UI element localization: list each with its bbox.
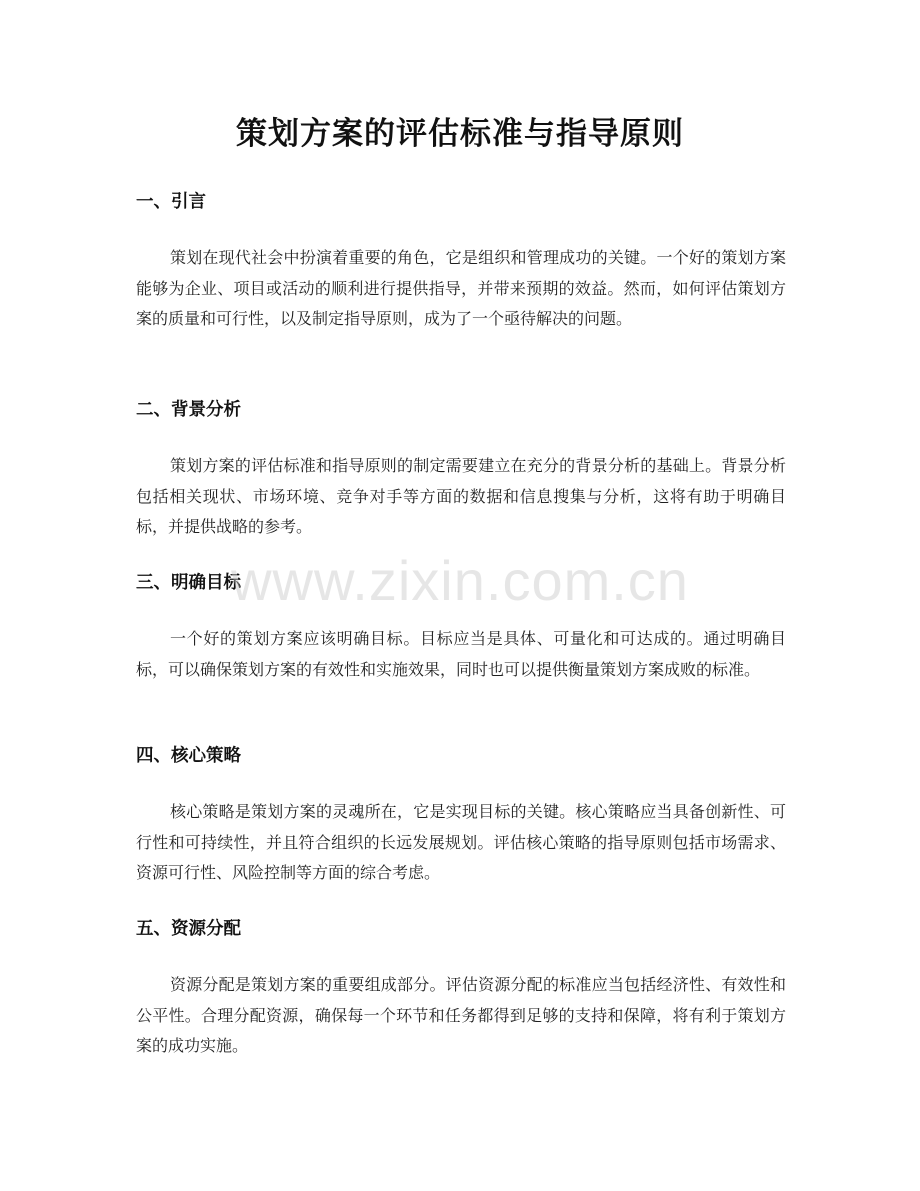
section-heading: 四、核心策略: [136, 746, 241, 766]
section-heading: 五、资源分配: [136, 919, 241, 939]
section-core-strategy: [136, 743, 786, 889]
section-heading: 二、背景分析: [136, 400, 241, 420]
section-heading: 一、引言: [136, 192, 206, 212]
section-paragraph: 资源分配是策划方案的重要组成部分。评估资源分配的标准应当包括经济性、有效性和公平性。合理分配资源，确保每一个环节和任务都得到足够的支持和保障，将有利于策划方案的成功实施。: [136, 975, 786, 1055]
watermark: www.zixin.com.cn: [231, 549, 689, 612]
section-introduction: [136, 189, 786, 335]
document-title: 策划方案的评估标准与指导原则: [236, 116, 684, 152]
section-heading: 三、明确目标: [136, 573, 241, 593]
section-background-analysis: [136, 397, 786, 543]
section-paragraph: 策划在现代社会中扮演着重要的角色，它是组织和管理成功的关键。一个好的策划方案能够为企业、项目或活动的顺利进行提供指导，并带来预期的效益。然而，如何评估策划方案的质量和可行性，以及制定指导原则，成为了一个亟待解决的问题。: [136, 248, 786, 328]
section-paragraph: 策划方案的评估标准和指导原则的制定需要建立在充分的背景分析的基础上。背景分析包括相关现状、市场环境、竞争对手等方面的数据和信息搜集与分析，这将有助于明确目标，并提供战略的参考。: [136, 456, 786, 536]
section-clear-goals: [136, 570, 786, 685]
section-paragraph: 核心策略是策划方案的灵魂所在，它是实现目标的关键。核心策略应当具备创新性、可行性和可持续性，并且符合组织的长远发展规划。评估核心策略的指导原则包括市场需求、资源可行性、风险控制等方面的综合考虑。: [136, 802, 786, 882]
section-paragraph: 一个好的策划方案应该明确目标。目标应当是具体、可量化和可达成的。通过明确目标，可以确保策划方案的有效性和实施效果，同时也可以提供衡量策划方案成败的标准。: [136, 629, 786, 679]
section-resource-allocation: [136, 916, 786, 1062]
